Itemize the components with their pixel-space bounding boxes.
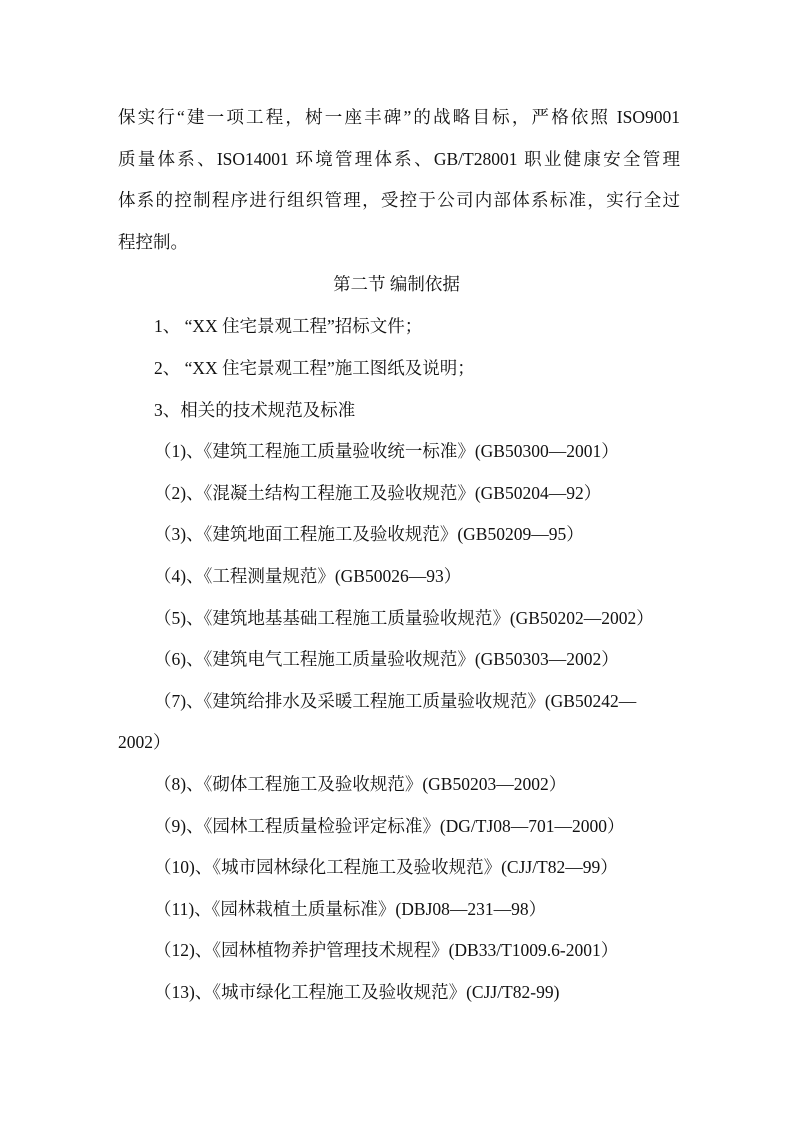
standard-item: （10)、《城市园林绿化工程施工及验收规范》(CJJ/T82—99）	[154, 857, 618, 877]
standard-item: （6)、《建筑电气工程施工质量验收规范》(GB50303—2002）	[154, 649, 619, 669]
intro-line: 程控制。	[118, 232, 188, 252]
standard-item: （12)、《园林植物养护管理技术规程》(DB33/T1009.6-2001）	[154, 940, 619, 960]
intro-line: 体系的控制程序进行组织管理，受控于公司内部体系标准，实行全过	[118, 190, 680, 210]
standard-item: （1)、《建筑工程施工质量验收统一标准》(GB50300—2001）	[154, 441, 619, 461]
standard-item: （8)、《砌体工程施工及验收规范》(GB50203—2002）	[154, 774, 567, 794]
standard-item: （13)、《城市绿化工程施工及验收规范》(CJJ/T82-99)	[154, 982, 560, 1002]
standard-item: （3)、《建筑地面工程施工及验收规范》(GB50209—95）	[154, 524, 584, 544]
standard-item: （5)、《建筑地基基础工程施工质量验收规范》(GB50202—2002）	[154, 608, 654, 628]
intro-line: 质量体系、ISO14001 环境管理体系、GB/T28001 职业健康安全管理	[118, 149, 680, 169]
basis-item: 2、 “XX 住宅景观工程”施工图纸及说明；	[154, 358, 475, 378]
basis-item: 3、相关的技术规范及标准	[154, 400, 356, 420]
basis-item: 1、 “XX 住宅景观工程”招标文件；	[154, 316, 423, 336]
standard-item: （4)、《工程测量规范》(GB50026—93）	[154, 566, 462, 586]
standard-item: （7)、《建筑给排水及采暖工程施工质量验收规范》(GB50242—	[154, 691, 637, 711]
standard-item: （9)、《园林工程质量检验评定标准》(DG/TJ08—701—2000）	[154, 816, 625, 836]
standard-item: （11)、《园林栽植土质量标准》(DBJ08—231—98）	[154, 899, 547, 919]
intro-line: 保实行“建一项工程，树一座丰碑”的战略目标，严格依照 ISO9001	[118, 107, 680, 127]
standard-item-continuation: 2002）	[118, 732, 171, 752]
section-heading: 第二节 编制依据	[333, 274, 460, 294]
standard-item: （2)、《混凝土结构工程施工及验收规范》(GB50204—92）	[154, 483, 602, 503]
